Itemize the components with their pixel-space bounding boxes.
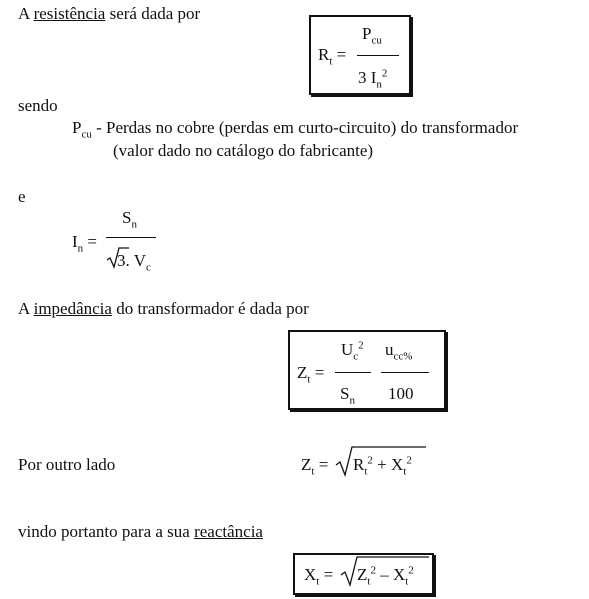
zt-num1: $U_c^2$ — [341, 339, 364, 363]
zt-den2: 100 — [388, 384, 414, 403]
in-numerator: $S_n$ — [122, 208, 137, 231]
impedance-term: impedância — [33, 299, 112, 318]
rt-numerator: $P_{cu}$ — [362, 24, 382, 47]
in-denominator: 3. $V_c$ — [117, 251, 151, 274]
pcu-definition: $P_{cu}$ - Perdas no cobre (perdas em curto-circuito) do transformador — [72, 118, 519, 141]
xt-sqrt-body: $Z_t^2 - X_t^2$ — [357, 564, 414, 588]
rt-lhs: $R_t$ = — [318, 45, 347, 68]
rt-denominator: 3 $I_n^2$ — [358, 67, 388, 91]
zt-fraction-bar-1 — [335, 372, 371, 373]
resistance-intro: A resistência será dada por — [18, 4, 201, 23]
zt-fraction-bar-2 — [381, 372, 429, 373]
impedance-intro: A impedância do transformador é dada por — [18, 299, 309, 318]
resistance-term: resistência — [33, 4, 106, 23]
outro-lado-label: Por outro lado — [18, 455, 116, 474]
pcu-note: (valor dado no catálogo do fabricante) — [113, 141, 374, 160]
sendo-label: sendo — [18, 96, 58, 115]
rt-fraction-bar — [357, 55, 399, 56]
in-fraction-bar — [106, 237, 156, 238]
zt-num2: $u_{cc\%}$ — [385, 340, 413, 363]
in-lhs: $I_n$ = — [72, 232, 98, 255]
zt-lhs: $Z_t$ = — [297, 363, 325, 386]
zt-sqrt-formula: $Z_t$ = — [301, 455, 329, 478]
zt-den1: $S_n$ — [340, 384, 355, 407]
reactance-term: reactância — [194, 522, 263, 541]
reactance-intro: vindo portanto para a sua reactância — [18, 522, 263, 541]
zt-sqrt-body: $R_t^2 + X_t^2$ — [353, 454, 412, 478]
xt-lhs: $X_t$ = — [304, 565, 334, 588]
e-label: e — [18, 187, 26, 206]
